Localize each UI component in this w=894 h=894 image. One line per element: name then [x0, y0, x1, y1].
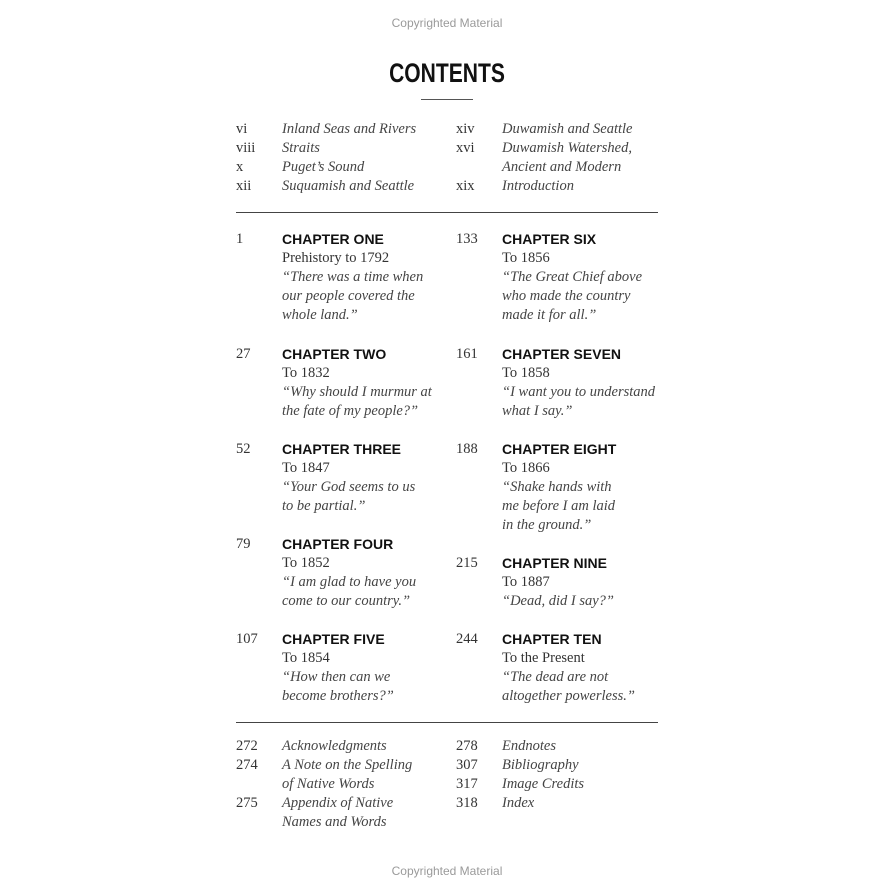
page-number: 317 — [456, 776, 478, 792]
chapter-quote — [502, 592, 682, 611]
entry-title: Duwamish and Seattle — [502, 121, 633, 137]
entry-title: Straits — [282, 140, 320, 156]
chapter-heading: CHAPTER THREE — [282, 441, 402, 457]
page-number: xvi — [456, 140, 475, 156]
chapter-period: To 1858 — [502, 365, 550, 381]
chapter-quote-line: who made the country — [502, 288, 631, 304]
chapter-quote — [502, 268, 682, 325]
chapter-period: To 1832 — [282, 365, 330, 381]
chapter-text — [502, 554, 682, 611]
chapter-heading: CHAPTER TWO — [282, 346, 387, 362]
chapter-quote-line: the fate of my people?” — [282, 403, 419, 419]
chapter-quote-line: “I want you to understand — [502, 384, 656, 400]
chapter-page-number: 188 — [456, 441, 478, 457]
chapter-quote — [502, 478, 682, 535]
chapter-heading: CHAPTER TEN — [502, 631, 602, 647]
chapter-quote-line: our people covered the — [282, 288, 415, 304]
title-divider — [421, 99, 473, 100]
chapter-page-number: 161 — [456, 346, 478, 362]
section-divider-top — [236, 212, 658, 213]
section-divider-bottom — [236, 722, 658, 723]
chapter-text — [282, 535, 462, 611]
watermark-top: Copyrighted Material — [391, 16, 503, 30]
chapter-text — [502, 345, 682, 421]
chapter-page-number: 244 — [456, 631, 478, 647]
entry-title: of Native Words — [282, 776, 375, 792]
chapter-quote-line: “How then can we — [282, 669, 391, 685]
chapter-quote — [282, 268, 462, 325]
chapter-heading: CHAPTER FOUR — [282, 536, 394, 552]
chapter-quote — [282, 668, 462, 706]
chapter-heading: CHAPTER SIX — [502, 231, 597, 247]
chapter-quote-line: to be partial.” — [282, 498, 366, 514]
chapter-quote — [502, 668, 682, 706]
entry-title: Appendix of Native — [282, 795, 394, 811]
chapter-period: To 1856 — [502, 250, 550, 266]
chapter-page-number: 215 — [456, 555, 478, 571]
chapter-period: To 1887 — [502, 574, 550, 590]
entry-title: Duwamish Watershed, — [502, 140, 632, 156]
chapter-quote-line: whole land.” — [282, 307, 358, 323]
page-number: xii — [236, 178, 252, 194]
entry-title: Bibliography — [502, 757, 579, 773]
entry-title: Ancient and Modern — [502, 159, 622, 175]
entry-title: A Note on the Spelling — [282, 757, 413, 773]
chapter-period: To 1847 — [282, 460, 330, 476]
chapter-quote-line: “I am glad to have you — [282, 574, 417, 590]
entry-title: Suquamish and Seattle — [282, 178, 415, 194]
chapter-quote — [282, 478, 462, 516]
chapter-quote-line: “The Great Chief above — [502, 269, 643, 285]
page-number: viii — [236, 140, 256, 156]
chapter-heading: CHAPTER EIGHT — [502, 441, 617, 457]
chapter-page-number: 79 — [236, 536, 251, 552]
entry-title: Acknowledgments — [282, 738, 387, 754]
page-number: 318 — [456, 795, 478, 811]
chapter-heading: CHAPTER FIVE — [282, 631, 385, 647]
chapter-quote-line: what I say.” — [502, 403, 573, 419]
chapter-quote-line: become brothers?” — [282, 688, 394, 704]
chapter-quote-line: made it for all.” — [502, 307, 597, 323]
chapter-text — [282, 630, 462, 706]
chapter-quote-line: in the ground.” — [502, 517, 592, 533]
page-number: 278 — [456, 738, 478, 754]
entry-title: Puget’s Sound — [282, 159, 365, 175]
entry-title: Endnotes — [502, 738, 556, 754]
chapter-period: To the Present — [502, 650, 585, 666]
chapter-quote-line: “There was a time when — [282, 269, 424, 285]
chapter-period: To 1866 — [502, 460, 550, 476]
chapter-period: To 1852 — [282, 555, 330, 571]
page-number: vi — [236, 121, 248, 137]
chapter-text — [282, 440, 462, 516]
chapter-quote-line: “The dead are not — [502, 669, 609, 685]
chapter-page-number: 107 — [236, 631, 258, 647]
chapter-quote — [282, 383, 462, 421]
chapter-page-number: 1 — [236, 231, 244, 247]
page-number: 272 — [236, 738, 258, 754]
chapter-quote — [282, 573, 462, 611]
chapter-text — [282, 230, 462, 325]
page-number: x — [236, 159, 244, 175]
chapter-page-number: 52 — [236, 441, 251, 457]
page-number: 307 — [456, 757, 478, 773]
page-number: xix — [456, 178, 475, 194]
entry-title: Names and Words — [282, 814, 387, 830]
chapter-text — [502, 230, 682, 325]
chapter-quote-line: “Dead, did I say?” — [502, 593, 614, 609]
page-number: 274 — [236, 757, 258, 773]
entry-title: Index — [502, 795, 535, 811]
chapter-text — [502, 440, 682, 535]
chapter-heading: CHAPTER SEVEN — [502, 346, 622, 362]
chapter-quote-line: altogether powerless.” — [502, 688, 635, 704]
entry-title: Image Credits — [502, 776, 585, 792]
chapter-quote-line: come to our country.” — [282, 593, 411, 609]
chapter-period: Prehistory to 1792 — [282, 250, 390, 266]
chapter-heading: CHAPTER NINE — [502, 555, 608, 571]
chapter-quote-line: “Your God seems to us — [282, 479, 416, 495]
page-number: xiv — [456, 121, 475, 137]
chapter-quote-line: “Shake hands with — [502, 479, 612, 495]
entry-title: Inland Seas and Rivers — [282, 121, 417, 137]
chapter-page-number: 133 — [456, 231, 478, 247]
page-title: CONTENTS — [389, 58, 505, 88]
chapter-quote — [502, 383, 682, 421]
chapter-text — [502, 630, 682, 706]
entry-title: Introduction — [502, 178, 574, 194]
page-number: 275 — [236, 795, 258, 811]
chapter-heading: CHAPTER ONE — [282, 231, 384, 247]
chapter-quote-line: “Why should I murmur at — [282, 384, 432, 400]
chapter-period: To 1854 — [282, 650, 330, 666]
chapter-quote-line: me before I am laid — [502, 498, 616, 514]
chapter-page-number: 27 — [236, 346, 251, 362]
watermark-bottom: Copyrighted Material — [391, 864, 503, 878]
chapter-text — [282, 345, 462, 421]
